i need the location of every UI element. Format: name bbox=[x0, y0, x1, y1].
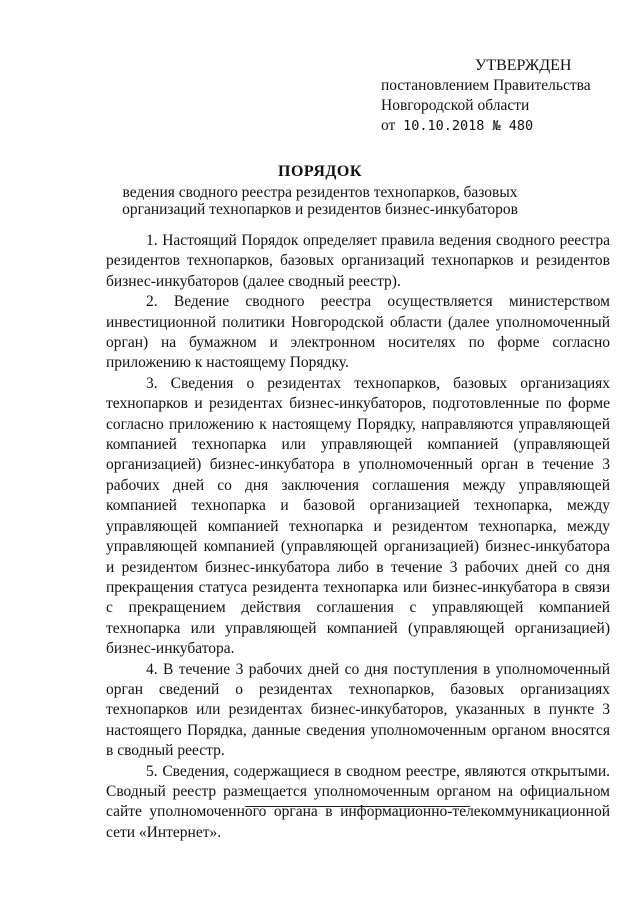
paragraph-2: 2. Ведение сводного реестра осуществляется министерством инвестиционной политики Новгородской области (далее уполномоченный орган) на бумажном и электронном носителях по форме согласно приложению к настоящему Порядку. bbox=[106, 293, 610, 372]
approval-block bbox=[381, 56, 631, 136]
document-subtitle: ведения сводного реестра резидентов технопарков, базовых организаций технопарков и резидентов бизнес-инкубаторов bbox=[122, 184, 518, 218]
approval-date-value: 10.10.2018 № 480 bbox=[403, 118, 534, 134]
approval-line-2: Новгородской области bbox=[381, 97, 530, 114]
document-body bbox=[106, 231, 610, 843]
paragraph-4: 4. В течение 3 рабочих дней со дня поступления в уполномоченный орган сведений о резидентах технопарков, базовых организациях технопарков или резидентах бизнес-инкубаторов, указанных в пункте 3 настоящего Порядка, данные сведения уполномоченным органом вносятся в сводный реестр. bbox=[106, 660, 610, 760]
approval-heading: УТВЕРЖДЕН bbox=[475, 57, 572, 74]
closing-divider bbox=[245, 806, 470, 807]
approval-date-prefix: от bbox=[381, 117, 396, 134]
paragraph-1: 1. Настоящий Порядок определяет правила ведения сводного реестра резидентов технопарков, базовых организаций технопарков и резидентов бизнес-инкубаторов (далее сводный реестр). bbox=[106, 232, 610, 290]
approval-line-1: постановлением Правительства bbox=[381, 77, 591, 94]
approval-date-line bbox=[381, 116, 631, 136]
document-title: ПОРЯДОК bbox=[278, 163, 362, 180]
paragraph-5: 5. Сведения, содержащиеся в сводном реестре, являются открытыми. Сводный реестр размещается уполномоченным органом на официальном сайте уполномоченного органа в информационно-телекоммуникационной сети «Интернет». bbox=[106, 762, 610, 841]
paragraph-3: 3. Сведения о резидентах технопарков, базовых организациях технопарков и резидентах бизнес-инкубаторов, подготовленные по форме согласно приложению к настоящему Порядку, направляются управляющей компанией технопарка или управляющей компанией (управляющей организацией) бизнес-инкубатора в уполномоченный орган в течение 3 рабочих дней со дня заключения соглашения между управляющей компанией технопарка и базовой организацией технопарка, между управляющей компанией технопарка и резидентом технопарка, между управляющей компанией (управляющей организацией) бизнес-инкубатора и резидентом бизнес-инкубатора либо в течение 3 рабочих дней со дня прекращения статуса резидента технопарка или бизнес-инкубатора в связи с прекращением действия соглашения с управляющей компанией технопарка или управляющей компанией (управляющей организацией) бизнес-инкубатора. bbox=[106, 374, 610, 658]
